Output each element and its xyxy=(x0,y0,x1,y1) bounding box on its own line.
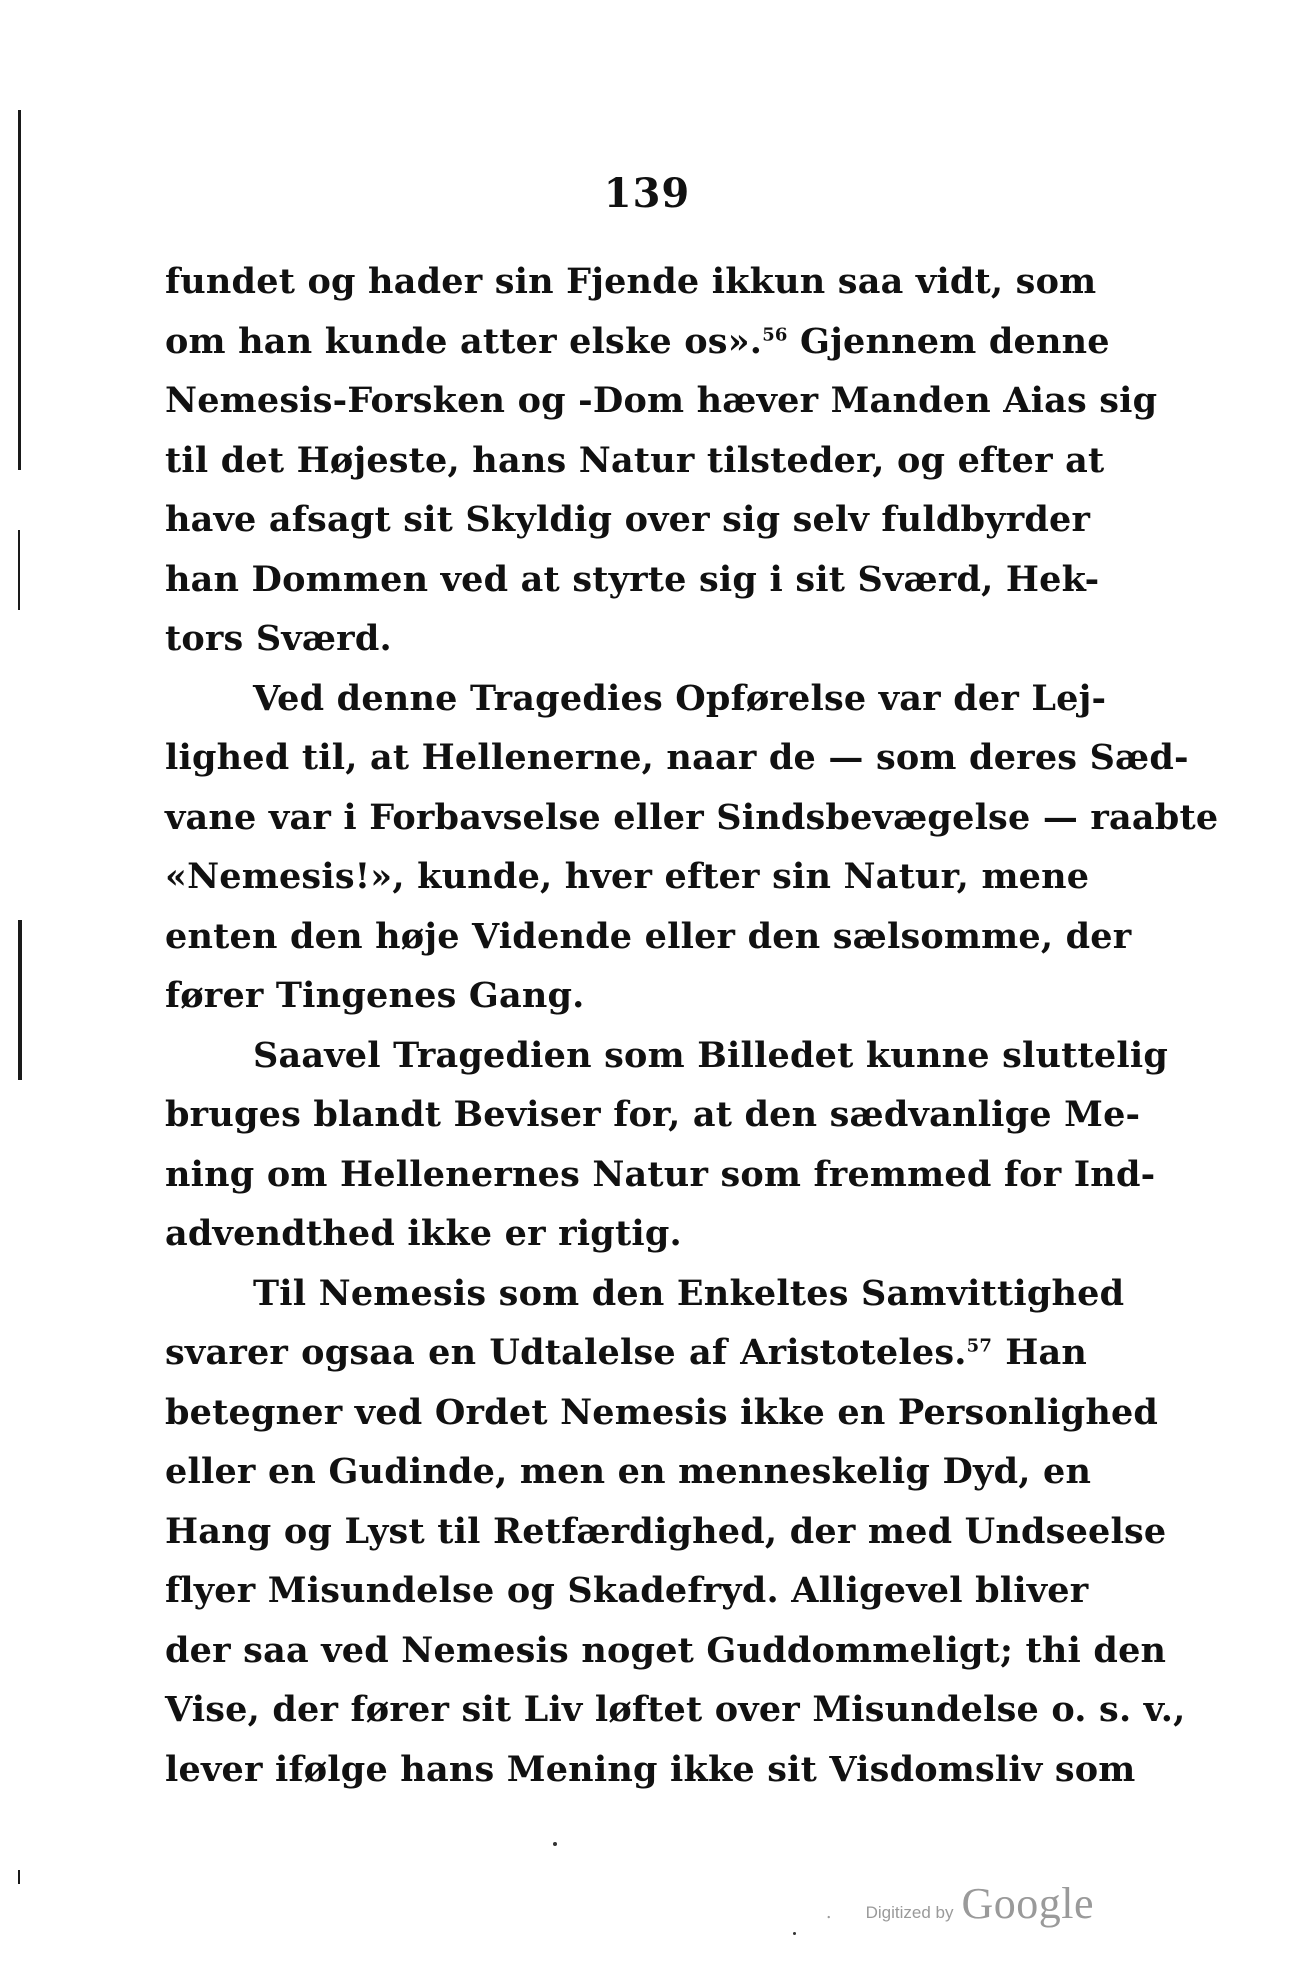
text-line: «Nemesis!», kunde, hver efter sin Natur, mene xyxy=(165,856,1090,897)
text-line: til det Højeste, hans Natur tilsteder, og efter at xyxy=(165,439,1105,481)
scan-speck xyxy=(553,1842,557,1846)
text-line: svarer ogsaa en Udtalelse af Aristoteles.$^{57}$ Han xyxy=(165,1332,1087,1373)
watermark-dot: . xyxy=(825,1902,832,1923)
scan-edge-mark xyxy=(18,920,22,1080)
text-line: Til Nemesis som den Enkeltes Samvittighed xyxy=(253,1272,1125,1314)
text-line: han Dommen ved at styrte sig i sit Sværd, Hek- xyxy=(165,558,1100,600)
scan-speck xyxy=(793,1932,796,1935)
text-line: Vise, der fører sit Liv løftet over Misundelse o. s. v., xyxy=(165,1689,1186,1730)
text-line: lever ifølge hans Mening ikke sit Visdomsliv som xyxy=(165,1748,1136,1790)
text-line: Ved denne Tragedies Opførelse var der Lej- xyxy=(253,677,1107,719)
watermark-prefix: Digitized by xyxy=(865,1903,954,1922)
text-line: eller en Gudinde, men en menneskelig Dyd, en xyxy=(165,1451,1092,1492)
footnote-ref[interactable]: 56 xyxy=(762,323,788,345)
text-line: enten den høje Vidende eller den sælsomme, der xyxy=(165,915,1132,957)
text-line: betegner ved Ordet Nemesis ikke en Personlighed xyxy=(165,1391,1159,1433)
text-line: fører Tingenes Gang. xyxy=(165,975,585,1016)
google-logo: Google xyxy=(961,1879,1094,1928)
text-line: fundet og hader sin Fjende ikkun saa vidt, som xyxy=(165,261,1097,302)
text-line: Nemesis-Forsken og -Dom hæver Manden Aias sig xyxy=(165,380,1158,421)
page-number: 139 xyxy=(603,170,691,217)
text-line: vane var i Forbavselse eller Sindsbevægelse — raabte xyxy=(165,796,1219,838)
text-line: bruges blandt Beviser for, at den sædvanlige Me- xyxy=(165,1094,1141,1135)
scan-edge-mark xyxy=(18,1870,20,1884)
text-line: Hang og Lyst til Retfærdighed, der med Undseelse xyxy=(165,1510,1167,1552)
text-line: have afsagt sit Skyldig over sig selv fuldbyrder xyxy=(165,499,1091,540)
body-text xyxy=(165,252,1219,1799)
text-line: advendthed ikke er rigtig. xyxy=(165,1213,682,1254)
text-line: der saa ved Nemesis noget Guddommeligt; thi den xyxy=(165,1629,1167,1671)
scan-edge-mark xyxy=(18,530,20,610)
digitized-watermark xyxy=(826,1878,1094,1929)
text-line: om han kunde atter elske os».$^{56}$ Gjennem denne xyxy=(165,320,1110,362)
footnote-ref[interactable]: 57 xyxy=(966,1335,993,1357)
text-line: ning om Hellenernes Natur som fremmed for Ind- xyxy=(165,1153,1156,1195)
scan-edge-mark xyxy=(18,110,21,470)
text-line: Saavel Tragedien som Billedet kunne sluttelig xyxy=(253,1034,1169,1076)
text-line: flyer Misundelse og Skadefryd. Alligevel bliver xyxy=(165,1570,1089,1611)
text-line: lighed til, at Hellenerne, naar de — som deres Sæd- xyxy=(165,737,1189,778)
text-line: tors Sværd. xyxy=(165,618,392,659)
